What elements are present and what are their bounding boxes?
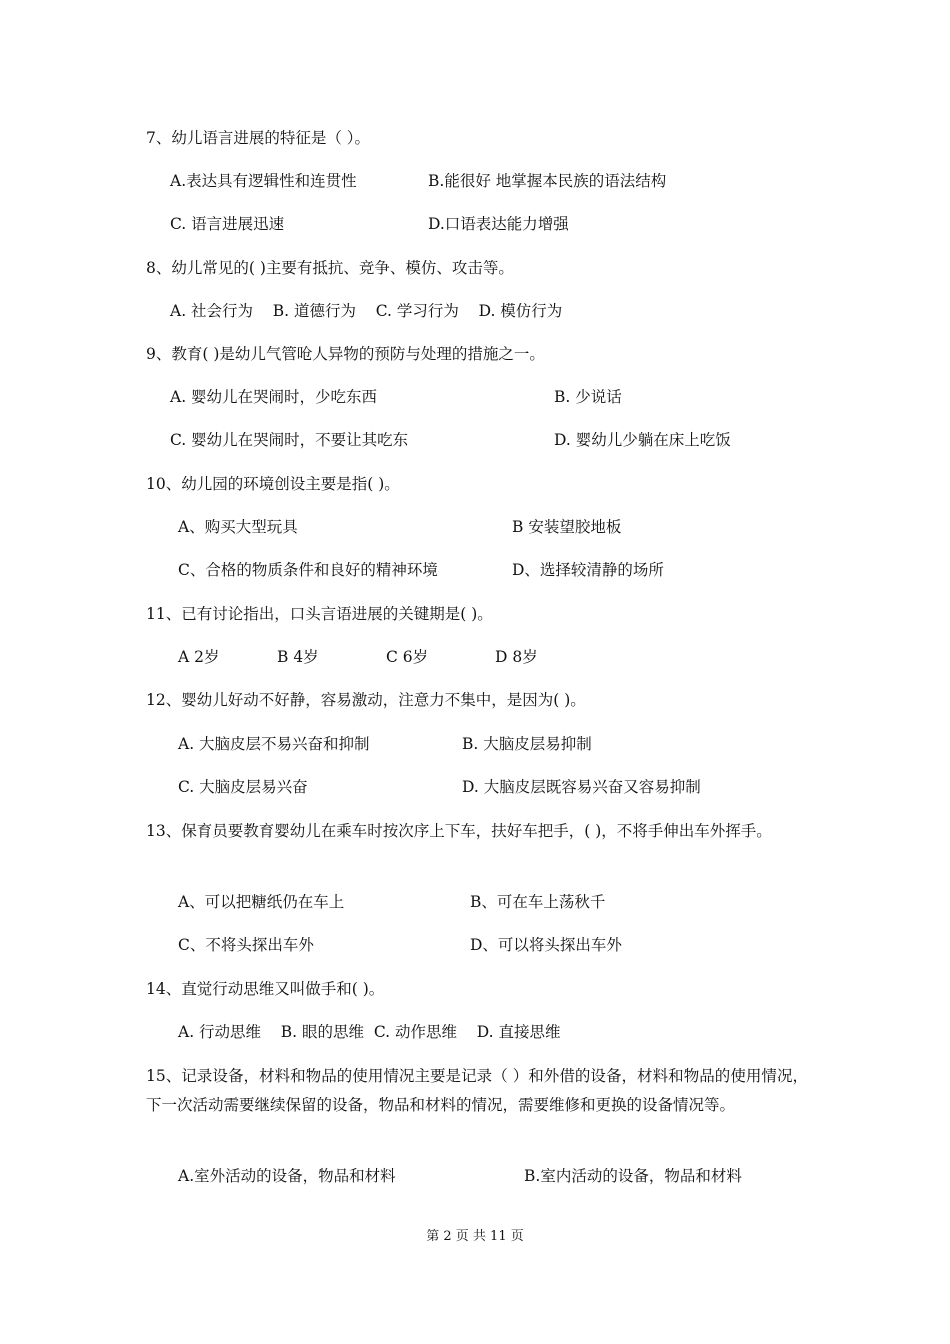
question-9-option-b: B. 少说话 xyxy=(554,388,622,406)
question-10-option-a: A、购买大型玩具 xyxy=(178,518,298,536)
question-7-option-b: B.能很好 地掌握本民族的语法结构 xyxy=(428,172,667,190)
question-11-option-b: B 4岁 xyxy=(277,648,319,666)
question-11-option-c: C 6岁 xyxy=(386,648,429,666)
question-12-stem: 12、婴幼儿好动不好静，容易激动，注意力不集中，是因为( )。 xyxy=(146,691,586,709)
question-8-options: A. 社会行为 B. 道德行为 C. 学习行为 D. 模仿行为 xyxy=(170,302,563,320)
question-10-option-b: B 安装望胶地板 xyxy=(512,518,622,536)
question-9-option-d: D. 婴幼儿少躺在床上吃饭 xyxy=(554,431,731,449)
question-7-stem: 7、幼儿语言进展的特征是（ ）。 xyxy=(146,129,371,147)
question-7-option-a: A.表达具有逻辑性和连贯性 xyxy=(170,172,357,190)
question-11-option-a: A 2岁 xyxy=(178,648,220,666)
question-13-option-a: A、可以把糖纸仍在车上 xyxy=(178,893,345,911)
question-13-option-b: B、可在车上荡秋千 xyxy=(470,893,606,911)
question-11-option-d: D 8岁 xyxy=(495,648,538,666)
question-9-option-a: A. 婴幼儿在哭闹时，少吃东西 xyxy=(170,388,378,406)
question-12-option-a: A. 大脑皮层不易兴奋和抑制 xyxy=(178,735,370,753)
question-7-option-d: D.口语表达能力增强 xyxy=(428,215,569,233)
question-12-option-b: B. 大脑皮层易抑制 xyxy=(462,735,592,753)
question-10-stem: 10、幼儿园的环境创设主要是指( )。 xyxy=(146,475,400,493)
question-9-stem: 9、教育( )是幼儿气管呛人异物的预防与处理的措施之一。 xyxy=(146,345,545,363)
question-10-option-d: D、选择较清静的场所 xyxy=(512,561,664,579)
question-10-option-c: C、合格的物质条件和良好的精神环境 xyxy=(178,561,438,579)
question-14-options: A. 行动思维 B. 眼的思维 C. 动作思维 D. 直接思维 xyxy=(178,1023,561,1041)
question-13-option-c: C、不将头探出车外 xyxy=(178,936,314,954)
question-9-option-c: C. 婴幼儿在哭闹时，不要让其吃东 xyxy=(170,431,409,449)
question-15-stem: 15、记录设备，材料和物品的使用情况主要是记录（ ）和外借的设备，材料和物品的使用情况，下一次活动需要继续保留的设备，物品和材料的情况，需要维修和更换的设备情况等。 xyxy=(146,1067,808,1114)
question-8-stem: 8、幼儿常见的( )主要有抵抗、竞争、模仿、攻击等。 xyxy=(146,259,514,277)
question-15-option-a: A.室外活动的设备，物品和材料 xyxy=(178,1167,396,1185)
question-12-option-d: D. 大脑皮层既容易兴奋又容易抑制 xyxy=(462,778,701,796)
question-13-option-d: D、可以将头探出车外 xyxy=(470,936,622,954)
page-number: 第 2 页 共 11 页 xyxy=(426,1229,524,1244)
question-7-option-c: C. 语言进展迅速 xyxy=(170,215,285,233)
question-11-stem: 11、已有讨论指出，口头言语进展的关键期是( )。 xyxy=(146,605,493,623)
question-13-stem: 13、保育员要教育婴幼儿在乘车时按次序上下车，扶好车把手，( )，不将手伸出车外挥手。 xyxy=(146,822,772,840)
question-12-option-c: C. 大脑皮层易兴奋 xyxy=(178,778,308,796)
question-14-stem: 14、直觉行动思维又叫做手和( )。 xyxy=(146,980,385,998)
question-15-option-b: B.室内活动的设备，物品和材料 xyxy=(524,1167,742,1185)
